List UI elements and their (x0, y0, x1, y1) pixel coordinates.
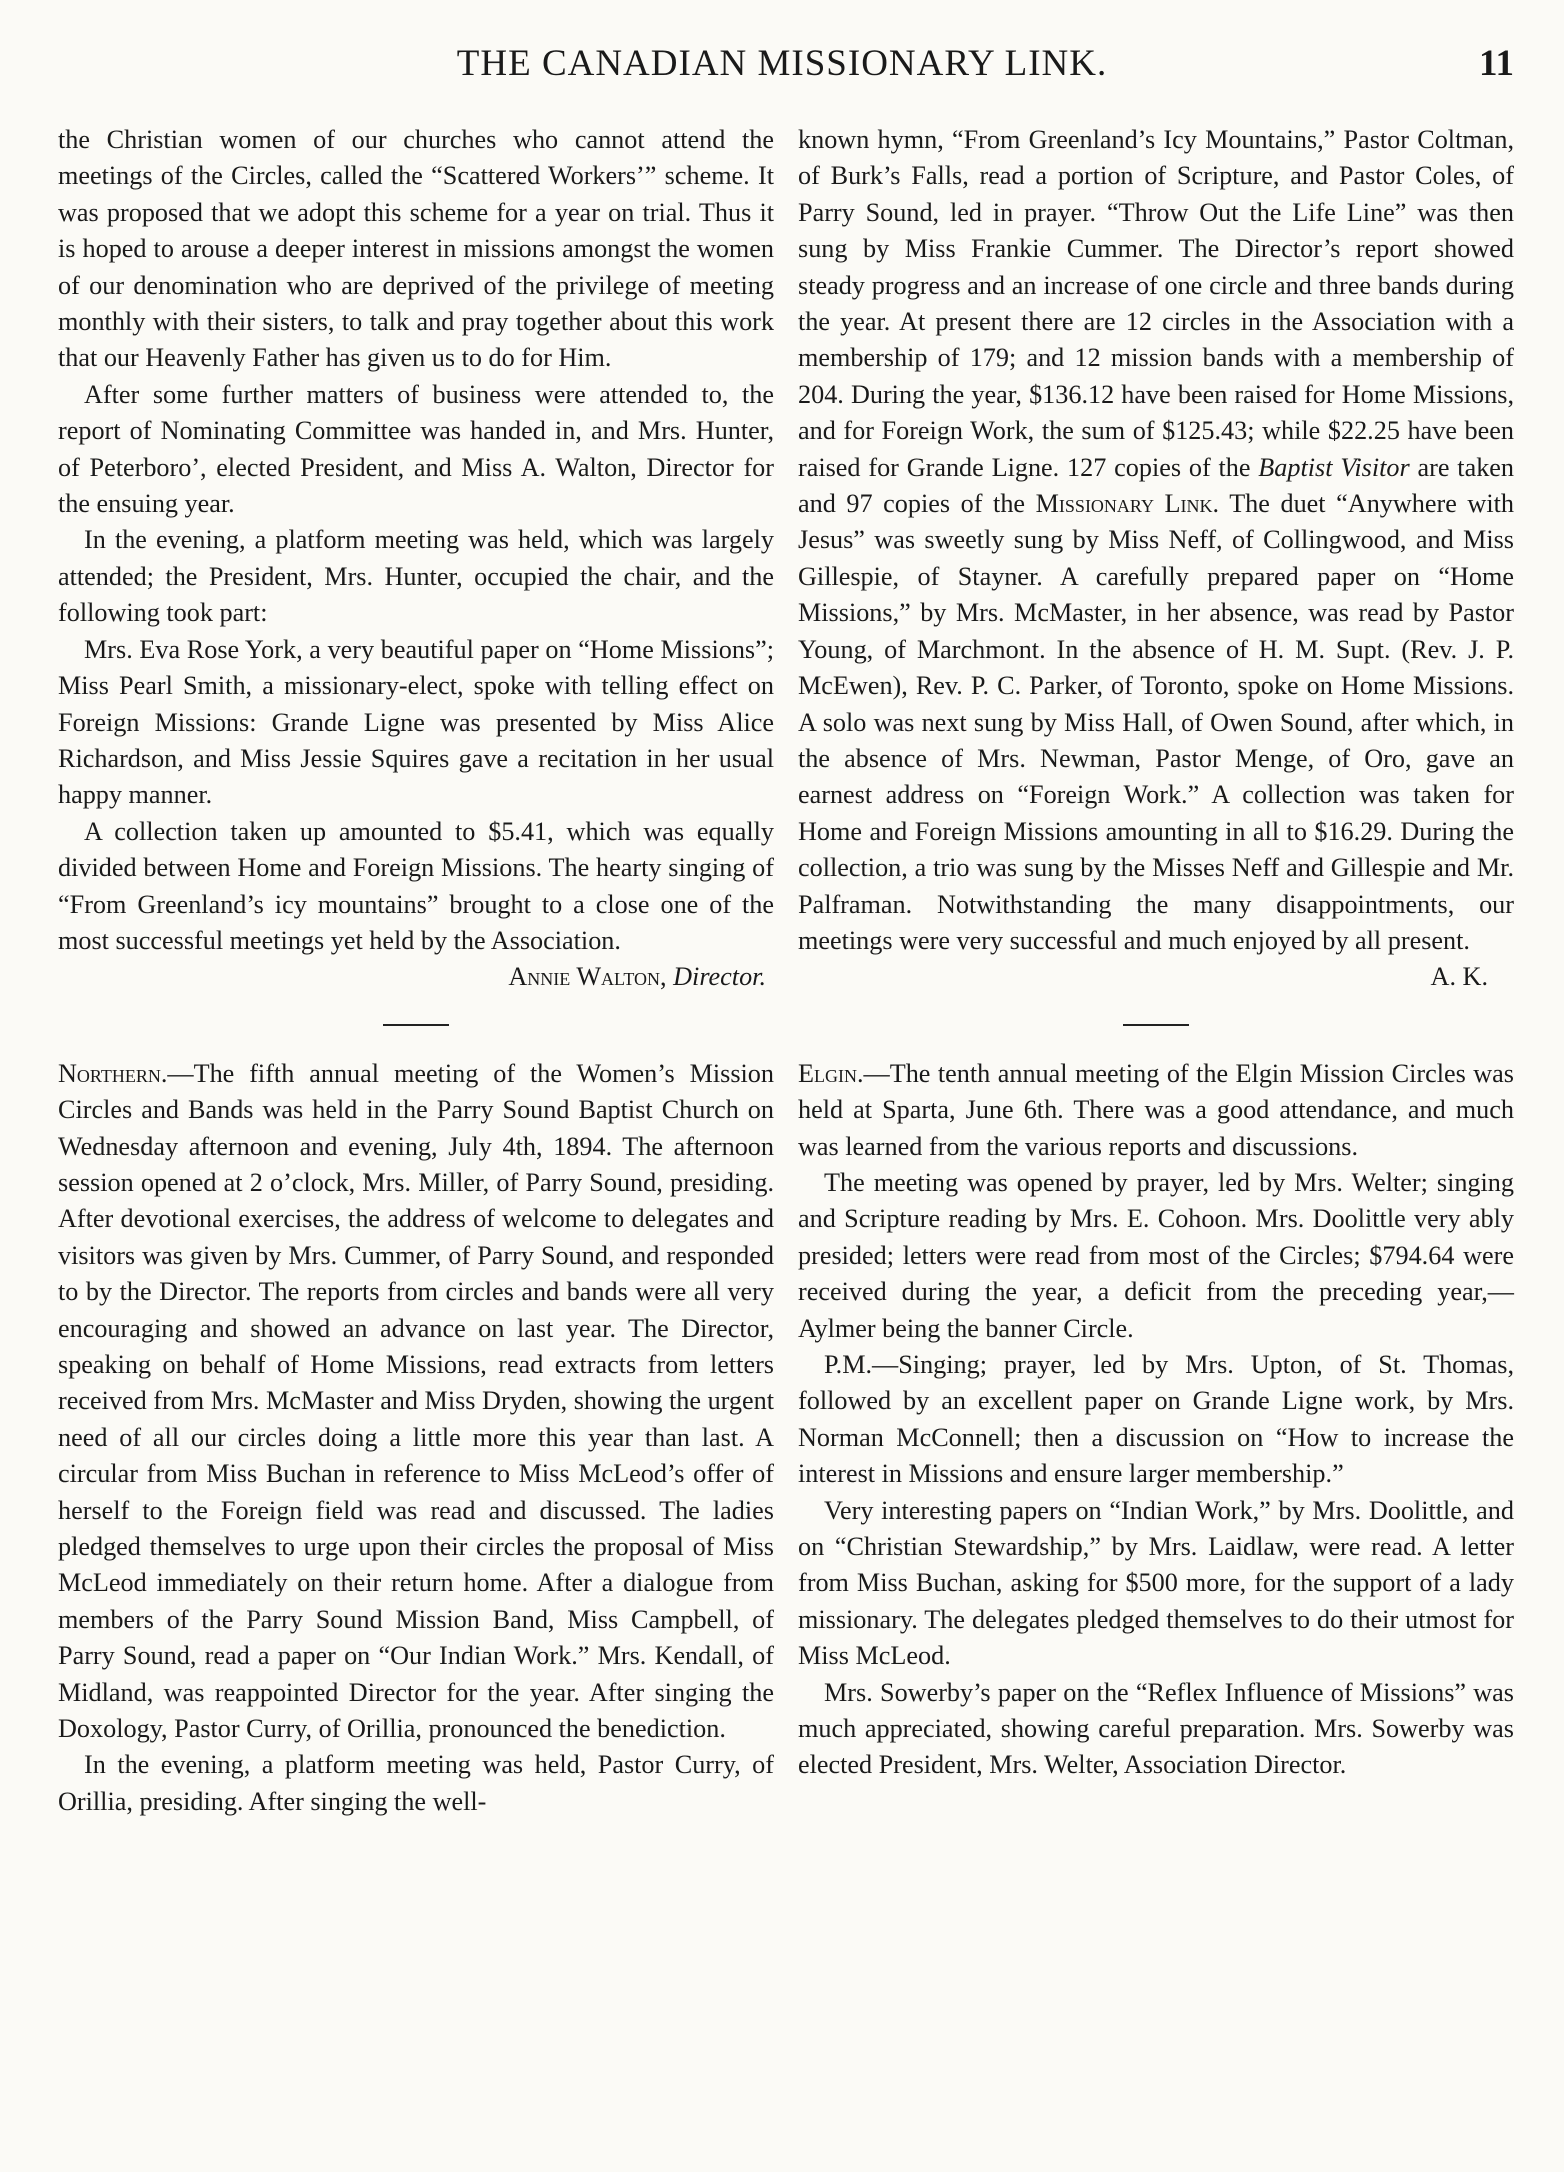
signature-name: Annie Walton, (508, 962, 667, 992)
page-number: 11 (1479, 43, 1514, 84)
running-title: THE CANADIAN MISSIONARY LINK. (456, 43, 1108, 84)
text-run: are taken and 97 copies of the (798, 452, 1515, 519)
text-run: known hymn, “From Greenland’s Icy Mountains,” Pastor Coltman, of Burk’s Falls, read a portion of Scripture, and Pastor Coles, of Parry Sound, led in prayer. “Throw Out the Life Line” was then sung by Miss Frankie Cummer. The Director’s report showed steady progress and an increase of one circle and three bands during the year. At present there are 12 circles in the Association with a membership of 179; and 12 mission bands with a membership of 204. During the year, $136.12 have been raised for Home Missions, and for Foreign Work, the sum of $125.43; while $22.25 have been raised for Grande Ligne. 127 copies of the (798, 125, 1514, 482)
paragraph: The meeting was opened by prayer, led by Mrs. Welter; singing and Scripture reading by Mrs. E. Cohoon. Mrs. Doolittle very ably presided; letters were read from most of the Circles; $794.64 were received during the year, a deficit from the preceding year,—Aylmer being the banner Circle. (798, 1167, 1514, 1343)
section-body: —The fifth annual meeting of the Women’s Mission Circles and Bands was held in the Parry Sound Baptist Church on Wednesday afternoon and evening, July 4th, 1894. The afternoon session opened at 2 o’clock, Mrs. Miller, of Parry Sound, presiding. After devotional exercises, the address of welcome to delegates and visitors was given by Mrs. Cummer, of Parry Sound, and responded to by the Director. The reports from circles and bands were all very encouraging and showed an advance on last year. The Director, speaking on behalf of Home Missions, read extracts from letters received from Mrs. McMaster and Miss Dryden, showing the urgent need of all our circles doing a little more this year than last. A circular from Miss Buchan in reference to Miss McLeod’s offer of herself to the Foreign field was read and discussed. The ladies pledged themselves to urge upon their circles the proposal of Miss McLeod immediately on their return home. After a dialogue from members of the Parry Sound Mission Band, Miss Campbell, of Parry Sound, read a paper on “Our Indian Work.” Mrs. Kendall, of Midland, was reappointed Director for the year. After singing the Doxology, Pastor Curry, of Orillia, pronounced the benediction. (58, 1058, 774, 1744)
section-northern (58, 1056, 774, 1748)
signature-title: Director. (673, 962, 766, 992)
paragraph: A collection taken up amounted to $5.41, which was equally divided between Home and Foreign Missions. The hearty singing of “From Greenland’s icy mountains” brought to a close one of the most successful meetings yet held by the Association. (58, 816, 774, 955)
paragraph (798, 122, 1514, 959)
paragraph: Mrs. Eva Rose York, a very beautiful paper on “Home Missions”; Miss Pearl Smith, a missionary-elect, spoke with telling effect on Foreign Missions: Grande Ligne was presented by Miss Alice Richardson, and Miss Jessie Squires gave a recitation in her usual happy manner. (58, 634, 774, 810)
section-elgin (798, 1056, 1514, 1165)
section-lead-in: Elgin. (798, 1058, 864, 1088)
section-lead-in: Northern. (58, 1058, 168, 1088)
paragraph: P.M.—Singing; prayer, led by Mrs. Upton, of St. Thomas, followed by an excellent paper on Grande Ligne work, by Mrs. Norman McConnell; then a discussion on “How to increase the interest in Missions and ensure larger membership.” (798, 1350, 1514, 1489)
paragraph: Very interesting papers on “Indian Work,” by Mrs. Doolittle, and on “Christian Stewardship,” by Mrs. Laidlaw, were read. A letter from Miss Buchan, asking for $500 more, for the support of a lady missionary. The delegates pledged themselves to do their utmost for Miss McLeod. (798, 1495, 1514, 1671)
section-divider (1123, 1024, 1189, 1026)
paragraph: After some further matters of business were attended to, the report of Nominating Committee was handed in, and Mrs. Hunter, of Peterboro’, elected President, and Miss A. Walton, Director for the ensuing year. (58, 379, 774, 519)
paragraph: Mrs. Sowerby’s paper on the “Reflex Influence of Missions” was much appreciated, showing careful preparation. Mrs. Sowerby was elected President, Mrs. Welter, Association Director. (798, 1677, 1514, 1780)
paragraph: In the evening, a platform meeting was held, Pastor Curry, of Orillia, presiding. After singing the well- (58, 1750, 774, 1816)
paragraph: In the evening, a platform meeting was held, which was largely attended; the President, Mrs. Hunter, occupied the chair, and the following took part: (58, 525, 774, 628)
author-initials: A. K. (1430, 962, 1488, 992)
publication-title: Baptist Visitor (1258, 452, 1410, 482)
signature (58, 959, 774, 995)
publication-title: Missionary Link. (1035, 489, 1220, 519)
page-header (0, 42, 1564, 102)
section-divider (383, 1024, 449, 1026)
section-body: —The tenth annual meeting of the Elgin Mission Circles was held at Sparta, June 6th. There was a good attendance, and much was learned from the various reports and discussions. (798, 1058, 1514, 1161)
right-column (798, 122, 1514, 1784)
text-run: The duet “Anywhere with Jesus” was sweetly sung by Miss Neff, of Collingwood, and Miss Gillespie, of Stayner. A carefully prepared paper on “Home Missions,” by Mrs. McMaster, in her absence, was read by Pastor Young, of Marchmont. In the absence of H. M. Supt. (Rev. J. P. McEwen), Rev. P. C. Parker, of Toronto, spoke on Home Missions. A solo was next sung by Miss Hall, of Owen Sound, after which, in the absence of Mrs. Newman, Pastor Menge, of Oro, gave an earnest address on “Foreign Work.” A collection was taken for Home and Foreign Missions amounting in all to $16.29. During the collection, a trio was sung by the Misses Neff and Gillespie and Mr. Palframan. Notwithstanding the many disappointments, our meetings were very successful and much enjoyed by all present. (798, 489, 1514, 955)
paragraph: the Christian women of our churches who cannot attend the meetings of the Circles, called the “Scattered Workers’” scheme. It was proposed that we adopt this scheme for a year on trial. Thus it is hoped to arouse a deeper interest in missions amongst the women of our denomination who are deprived of the privilege of meeting monthly with their sisters, to talk and pray together about this work that our Heavenly Father has given us to do for Him. (58, 125, 774, 373)
left-column (58, 122, 774, 1820)
